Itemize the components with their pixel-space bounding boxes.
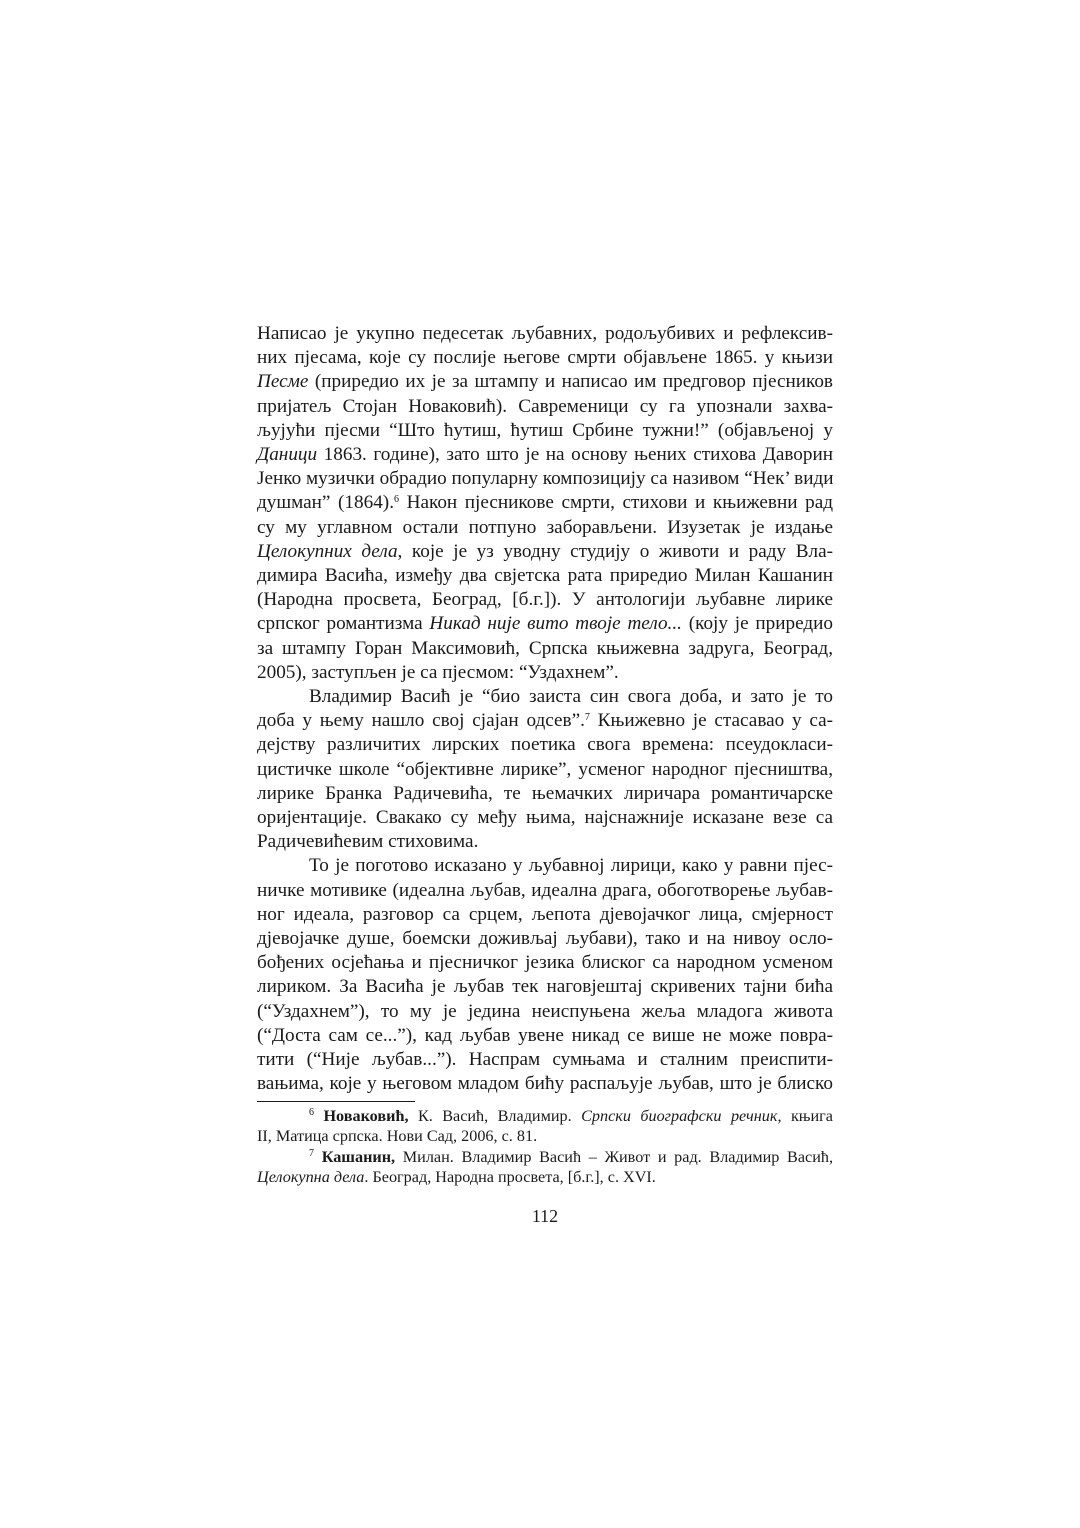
text-line	[257, 1072, 833, 1096]
text-run: Радичевићевим стиховима.	[257, 831, 479, 853]
text-run: 1863. године), зато што је на основу њених стихова Даворин	[317, 444, 833, 466]
text-run: (“Уздахнем”), то му је једина неиспуњена жеља младога живота	[257, 1000, 833, 1022]
footnote-separator	[257, 1101, 415, 1102]
footnote-line	[257, 1106, 833, 1127]
paragraph	[257, 854, 833, 1096]
text-run: Јенко музички обрадио популарну композицију са називом “Нек’ види	[257, 468, 834, 490]
text-line	[257, 830, 833, 854]
text-run	[314, 1148, 322, 1166]
italic-title: Српски биографски речник	[581, 1106, 778, 1125]
text-line	[257, 588, 833, 612]
text-line	[257, 346, 833, 370]
italic-title: Никад није вито твоје тело...	[429, 613, 682, 635]
text-line	[257, 782, 833, 806]
text-line	[257, 879, 833, 903]
text-line	[257, 758, 833, 782]
text-line	[257, 612, 833, 636]
text-run: , књига	[777, 1106, 833, 1125]
footnote-reference: 6	[309, 1106, 314, 1118]
text-run: дјевојачке душе, боемски доживљај љубави), тако и на нивоу осло-	[257, 928, 833, 950]
text-run: цистичке школе “објективне лирике”, усменог народног пјесништва,	[257, 758, 833, 780]
text-run: за штампу Горан Максимовић, Српска књижевна задруга, Београд,	[257, 637, 833, 659]
paragraph	[257, 322, 833, 685]
text-run: Књижевно је стасавао у са-	[589, 710, 833, 732]
text-line	[257, 903, 833, 927]
text-line	[257, 685, 833, 709]
text-line	[257, 395, 833, 419]
text-run: (Народна просвета, Београд, [б.г.]). У антологији љубавне лирике	[257, 589, 833, 611]
text-run: . Београд, Народна просвета, [б.г.], с. XVI.	[364, 1168, 656, 1187]
text-line	[257, 661, 833, 685]
text-run: српског романтизма	[257, 613, 430, 635]
text-line	[257, 491, 833, 515]
page-number: 112	[531, 1206, 559, 1226]
text-run: То је поготово исказано у љубавној лирици, како у равни пјес-	[309, 855, 833, 877]
text-run: Милан. Владимир Васић – Живот и рад. Владимир Васић,	[395, 1147, 834, 1166]
text-line	[257, 637, 833, 661]
text-line	[257, 975, 833, 999]
text-run: љујући пјесми “Што ћутиш, ћутиш Србине тужни!” (објављеној у	[257, 419, 833, 441]
text-run: (приредио их је за штампу и написао им предговор пјесников	[308, 371, 833, 393]
text-line	[257, 733, 833, 757]
text-run: ног идеала, разговор са срцем, љепота дјевојачког лица, смјерност	[257, 903, 833, 925]
italic-title: Целокупних дела	[257, 540, 398, 562]
text-line	[257, 1000, 833, 1024]
text-line	[257, 564, 833, 588]
footnote-reference: 7	[309, 1147, 314, 1159]
footnote-line	[257, 1126, 833, 1147]
text-line	[257, 419, 833, 443]
text-line	[257, 540, 833, 564]
footnote-line	[257, 1167, 833, 1188]
text-run: Владимир Васић је “био заиста син свога доба, и зато је то	[309, 686, 833, 708]
italic-title: Даници	[257, 444, 318, 466]
text-run: К. Васић, Владимир.	[408, 1106, 582, 1125]
body-text	[257, 322, 833, 1097]
text-line	[257, 927, 833, 951]
text-line	[257, 1024, 833, 1048]
footnote	[257, 1147, 833, 1188]
text-run: них пјесама, које су послије његове смрти објављене 1865. у књизи	[257, 347, 833, 369]
text-line	[257, 467, 833, 491]
text-line	[257, 516, 833, 540]
footnote-reference: 7	[584, 712, 590, 724]
italic-title: Целокупна дела	[257, 1168, 365, 1187]
footnote-reference: 6	[394, 494, 399, 506]
footnote-line	[257, 1147, 833, 1168]
text-line	[257, 370, 833, 394]
text-run: доба у њему нашло свој сјајан одсев”.	[257, 710, 585, 732]
text-run: димира Васића, између два свјетска рата приредио Милан Кашанин	[257, 565, 833, 587]
text-run: Написао је укупно педесетак љубавних, родољубивих и рефлексив-	[257, 323, 833, 344]
text-run: (“Доста сам се...”), кад љубав увене никад се више не може повра-	[257, 1024, 833, 1046]
text-line	[257, 806, 833, 830]
author-name: Кашанин,	[321, 1147, 396, 1166]
text-run: II, Матица српска. Нови Сад, 2006, с. 81.	[257, 1127, 538, 1146]
text-line	[257, 951, 833, 975]
text-run: лириком. За Васића је љубав тек наговјештај скривених тајни бића	[257, 976, 833, 998]
text-line	[257, 709, 833, 733]
text-run: Након пјесникове смрти, стихови и књижевни рад	[399, 492, 833, 514]
text-run: ничке мотивике (идеална љубав, идеална драга, обоготворење љубав-	[257, 879, 833, 901]
text-run: вањима, које у његовом младом бићу распаљује љубав, што је блиско	[257, 1073, 833, 1095]
text-line	[257, 322, 833, 346]
text-run: бођених осјећања и пјесничког језика блиског са народном усменом	[257, 952, 833, 974]
text-run: лирике Бранка Радичевића, те њемачких лиричара романтичарске	[257, 782, 833, 804]
paragraph	[257, 685, 833, 854]
text-run: тити (“Није љубав...”). Наспрам сумњама и сталним преиспити-	[257, 1049, 833, 1071]
text-line	[257, 1048, 833, 1072]
text-line	[257, 443, 833, 467]
text-run: (коју је приредио	[681, 613, 833, 635]
text-run: душман” (1864).	[257, 492, 394, 514]
text-run: 2005), заступљен је са пјесмом: “Уздахнем”.	[257, 661, 619, 683]
text-run: оријентације. Свакако су међу њима, најснажније исказане везе са	[257, 807, 833, 829]
text-run: су му углавном остали потпуно заборављени. Изузетак је издање	[257, 516, 833, 538]
text-line	[257, 854, 833, 878]
page-body	[257, 322, 834, 1226]
footnote	[257, 1106, 833, 1147]
author-name: Новаковић,	[323, 1106, 409, 1125]
text-run: , које је уз уводну студију о животи и раду Вла-	[397, 540, 833, 562]
italic-title: Песме	[257, 371, 309, 393]
footnotes	[257, 1106, 833, 1188]
text-run: дејству различитих лирских поетика свога времена: псеудокласи-	[257, 734, 833, 756]
text-run: пријатељ Стојан Новаковић). Савременици су га упознали захва-	[257, 395, 833, 417]
